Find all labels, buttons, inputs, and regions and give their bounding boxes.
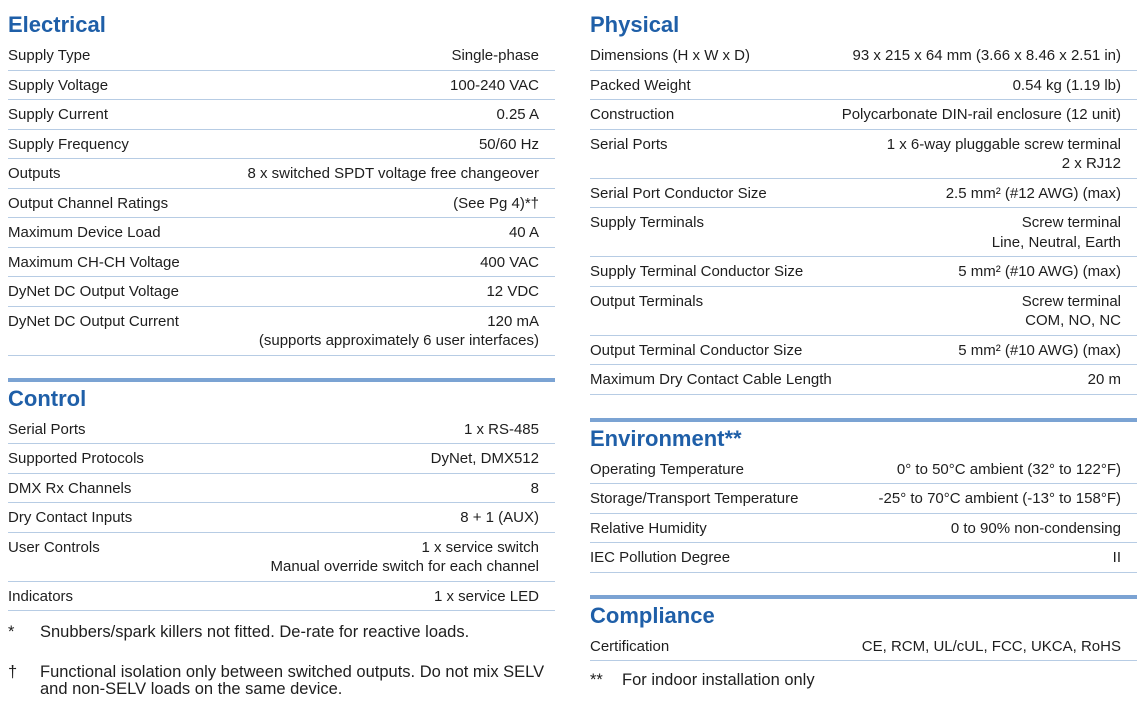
spec-value: [509, 223, 539, 243]
spec-label: Supported Protocols: [8, 450, 144, 467]
spec-row: [8, 444, 555, 474]
spec-value-line: Manual override switch for each channel: [270, 558, 539, 575]
spec-row: [8, 100, 555, 130]
spec-label: Operating Temperature: [590, 460, 744, 478]
spec-value: [496, 105, 539, 125]
spec-value: [271, 538, 539, 577]
spec-value: [951, 519, 1121, 539]
spec-label: Output Channel Ratings: [8, 194, 169, 212]
spec-value-line: 12 VDC: [486, 283, 539, 300]
footnote-mark: †: [8, 663, 18, 681]
footnote-dagger: [8, 664, 555, 698]
spec-label: Output Terminals: [590, 292, 704, 310]
spec-label: Maximum CH-CH Voltage: [8, 253, 180, 271]
spec-value: [460, 508, 539, 528]
spec-row: [590, 257, 1137, 287]
footnote-asterisk: [8, 624, 555, 641]
environment-section: [590, 418, 1137, 573]
spec-value-line: 5 mm² (#10 AWG) (max): [958, 263, 1121, 280]
electrical-section: [8, 0, 555, 356]
spec-row: [590, 632, 1137, 662]
spec-value-line: 0.25 A: [496, 106, 539, 123]
spec-label: Outputs: [8, 165, 61, 182]
spec-value-line: 400 VAC: [480, 253, 539, 271]
spec-row: [8, 277, 555, 307]
spec-value-line: 40 A: [508, 224, 539, 241]
spec-value-line: 1 x service LED: [433, 587, 539, 605]
spec-row: [8, 41, 555, 71]
spec-value-line: CE, RCM, UL/cUL, FCC, UKCA, RoHS: [861, 637, 1121, 655]
compliance-title: Compliance: [590, 602, 715, 628]
spec-value: [451, 46, 539, 66]
spec-value-line: II: [1112, 549, 1121, 566]
spec-value: [862, 637, 1121, 657]
spec-value-line: 0° to 50°C ambient (32° to 122°F): [896, 460, 1121, 478]
spec-row: [8, 218, 555, 248]
footnote-text: Functional isolation only between switched outputs. Do not mix SELV and non-SELV loads on the same device.: [40, 663, 545, 698]
compliance-rows: [590, 632, 1137, 662]
spec-value-line: 20 m: [1087, 371, 1121, 388]
spec-value-line: (See Pg 4)*†: [453, 194, 539, 212]
spec-value: [531, 479, 539, 499]
spec-value-line: 1 x RS-485: [463, 420, 539, 438]
spec-value-line: 100-240 VAC: [450, 76, 539, 94]
spec-value: [1022, 292, 1121, 331]
spec-value-line: DyNet, DMX512: [430, 450, 539, 467]
environment-title: Environment**: [590, 425, 742, 451]
spec-row: [8, 159, 555, 189]
spec-value: [431, 449, 539, 469]
spec-value-line: 1 x 6-way pluggable screw terminal: [886, 135, 1121, 153]
spec-row: [590, 543, 1137, 573]
electrical-rows: [8, 41, 555, 356]
spec-row: [8, 503, 555, 533]
spec-label: Maximum Device Load: [8, 224, 161, 241]
spec-value: [897, 460, 1121, 480]
spec-label: User Controls: [8, 538, 100, 556]
spec-label: Packed Weight: [590, 76, 691, 94]
spec-row: [590, 365, 1137, 395]
spec-label: Supply Terminal Conductor Size: [590, 263, 804, 280]
spec-row: [8, 415, 555, 445]
footnote-mark: **: [590, 671, 603, 689]
spec-label: Serial Port Conductor Size: [590, 184, 767, 202]
spec-value: [992, 213, 1121, 252]
spec-value-line: Single-phase: [451, 47, 539, 64]
physical-section: [590, 0, 1137, 395]
right-footnotes: [590, 672, 1137, 689]
spec-label: Storage/Transport Temperature: [590, 490, 799, 507]
spec-label: Supply Voltage: [8, 76, 109, 94]
spec-value: [946, 184, 1121, 204]
spec-label: Construction: [590, 106, 675, 123]
spec-value: [1013, 76, 1121, 96]
physical-title: Physical: [590, 12, 680, 37]
spec-label: Serial Ports: [590, 135, 668, 153]
spec-value: [842, 105, 1121, 125]
spec-value: [1113, 548, 1121, 568]
spec-value-line: 93 x 215 x 64 mm (3.66 x 8.46 x 2.51 in): [852, 47, 1121, 64]
spec-row: [590, 41, 1137, 71]
spec-row: [8, 248, 555, 278]
left-footnotes: [8, 624, 555, 698]
spec-value: [958, 341, 1121, 361]
spec-value: [479, 135, 539, 155]
control-title: Control: [8, 385, 87, 411]
spec-label: Serial Ports: [8, 420, 86, 438]
spec-value: [450, 76, 539, 96]
spec-row: [590, 484, 1137, 514]
spec-label: Output Terminal Conductor Size: [590, 341, 803, 359]
spec-value-line: Polycarbonate DIN-rail enclosure (12 unit): [841, 106, 1121, 123]
spec-value-line: 50/60 Hz: [478, 135, 539, 153]
spec-row: [8, 307, 555, 356]
spec-label: Dimensions (H x W x D): [590, 47, 751, 64]
spec-value-line: 8 x switched SPDT voltage free changeover: [247, 165, 539, 182]
spec-value-line: 2.5 mm² (#12 AWG) (max): [945, 184, 1121, 202]
spec-value: [464, 420, 539, 440]
spec-label: Relative Humidity: [590, 519, 707, 537]
environment-rows: [590, 455, 1137, 573]
spec-label: DyNet DC Output Current: [8, 312, 179, 330]
spec-value-line: Line, Neutral, Earth: [991, 233, 1121, 251]
compliance-section: [590, 595, 1137, 662]
spec-value: [853, 46, 1121, 66]
spec-value-line: 0 to 90% non-condensing: [950, 519, 1121, 537]
spec-label: IEC Pollution Degree: [590, 549, 731, 566]
spec-value: [1088, 370, 1121, 390]
spec-row: [590, 287, 1137, 336]
spec-value-line: Screw terminal: [1021, 292, 1121, 310]
physical-rows: [590, 41, 1137, 395]
spec-value-line: (supports approximately 6 user interfaces): [258, 332, 539, 349]
spec-row: [590, 130, 1137, 179]
control-section: [8, 378, 555, 612]
spec-label: DMX Rx Channels: [8, 479, 132, 497]
spec-value-line: 5 mm² (#10 AWG) (max): [958, 341, 1121, 359]
spec-value-line: 120 mA: [487, 312, 539, 330]
spec-label: Supply Terminals: [590, 214, 704, 231]
spec-value: [486, 282, 539, 302]
spec-row: [590, 514, 1137, 544]
spec-row: [8, 533, 555, 582]
spec-value: [887, 135, 1121, 174]
spec-value-line: 1 x service switch: [421, 538, 539, 556]
control-rows: [8, 415, 555, 612]
electrical-title: Electrical: [8, 12, 106, 37]
spec-value: [879, 489, 1121, 509]
spec-label: Supply Frequency: [8, 135, 129, 153]
spec-value: [434, 587, 539, 607]
spec-label: Maximum Dry Contact Cable Length: [590, 371, 832, 388]
spec-value-line: 0.54 kg (1.19 lb): [1012, 76, 1121, 94]
spec-value: [453, 194, 539, 214]
spec-row: [8, 189, 555, 219]
spec-value: [480, 253, 539, 273]
spec-value-line: Screw terminal: [1021, 214, 1121, 231]
footnote-text: Snubbers/spark killers not fitted. De-rate for reactive loads.: [40, 623, 470, 641]
spec-label: DyNet DC Output Voltage: [8, 283, 179, 300]
spec-label: Indicators: [8, 587, 74, 605]
spec-value-line: COM, NO, NC: [1025, 312, 1121, 329]
spec-row: [590, 455, 1137, 485]
spec-row: [8, 474, 555, 504]
spec-value: [247, 164, 539, 184]
spec-row: [590, 71, 1137, 101]
spec-value-line: 2 x RJ12: [1061, 155, 1121, 172]
spec-value-line: 8 + 1 (AUX): [460, 509, 539, 526]
left-column: [8, 0, 555, 611]
spec-label: Dry Contact Inputs: [8, 509, 133, 526]
spec-row: [590, 336, 1137, 366]
spec-row: [8, 582, 555, 612]
footnote-text: For indoor installation only: [622, 671, 815, 689]
footnote-double-asterisk: [590, 672, 1137, 689]
footnote-mark: *: [8, 623, 15, 641]
spec-label: Supply Type: [8, 47, 91, 64]
spec-row: [8, 130, 555, 160]
spec-label: Supply Current: [8, 106, 109, 123]
spec-value-line: -25° to 70°C ambient (-13° to 158°F): [878, 490, 1121, 507]
spec-row: [590, 208, 1137, 257]
right-column: [590, 0, 1137, 661]
spec-row: [590, 100, 1137, 130]
spec-row: [590, 179, 1137, 209]
spec-value: [259, 312, 539, 351]
spec-value-line: 8: [530, 479, 539, 497]
spec-value: [958, 262, 1121, 282]
spec-label: Certification: [590, 637, 670, 655]
spec-row: [8, 71, 555, 101]
